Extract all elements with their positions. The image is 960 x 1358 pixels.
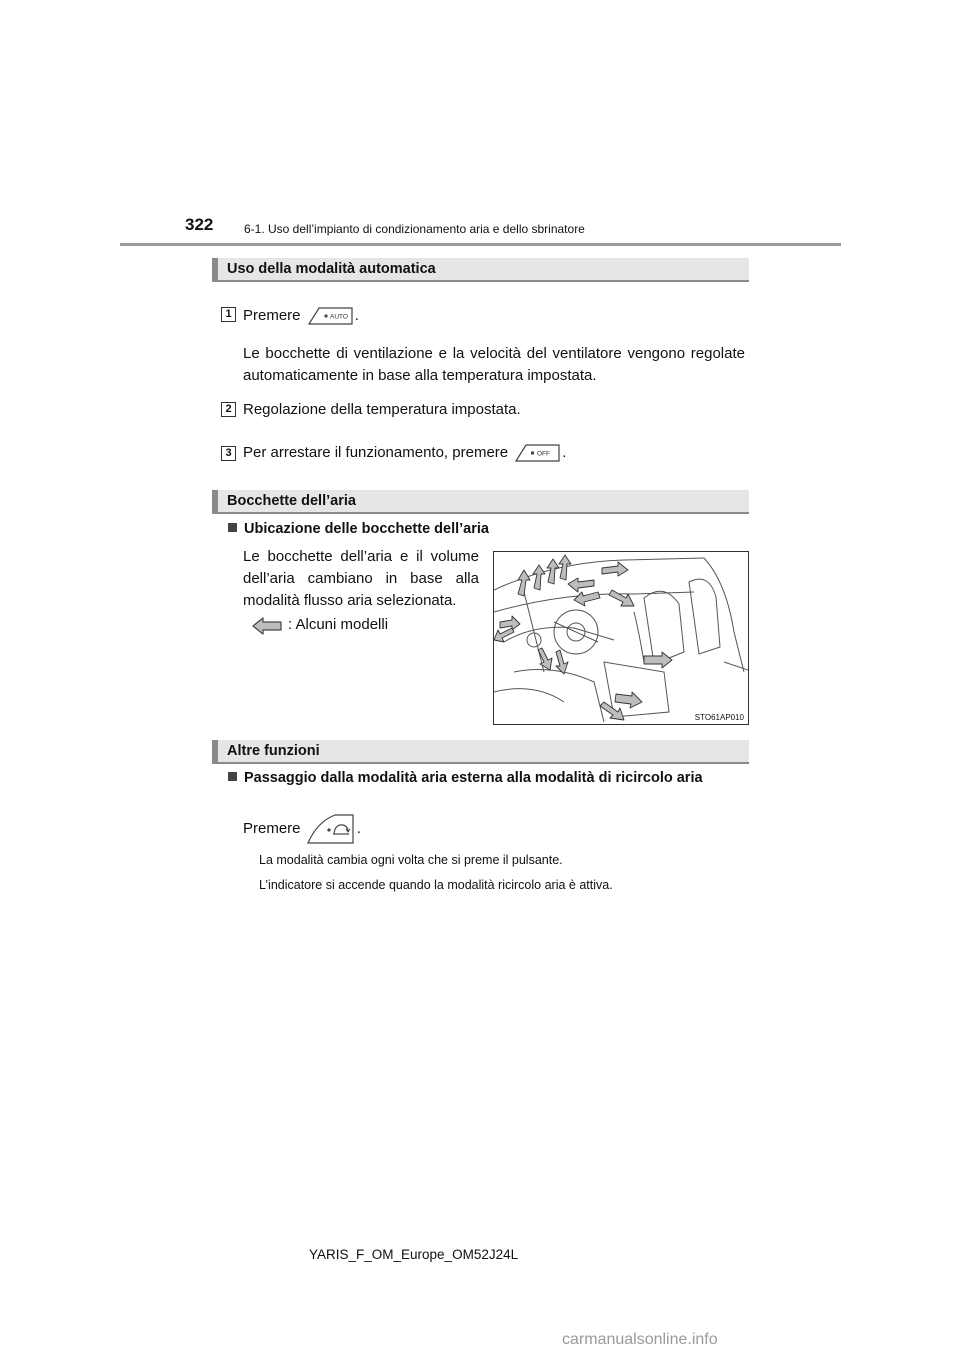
legend-some-models: : Alcuni modelli: [288, 616, 389, 633]
section-heading-automatic-mode: [212, 258, 749, 282]
step-1-text: Premere: [243, 307, 301, 324]
step-badge-3: 3: [221, 446, 236, 461]
step-badge-1: 1: [221, 307, 236, 322]
recirculation-period: .: [356, 819, 361, 837]
recirculation-instruction: [243, 812, 361, 846]
car-interior-vents-illustration: [493, 551, 749, 725]
chapter-title: 6-1. Uso dell’impianto di condizionamento aria e dello sbrinatore: [244, 222, 585, 236]
square-bullet-icon: [228, 523, 237, 532]
subheading-text: Passaggio dalla modalità aria esterna alla modalità di ricircolo aria: [244, 770, 703, 786]
header-rule: [120, 243, 841, 246]
square-bullet-icon: [228, 772, 237, 781]
off-button-label: OFF: [537, 450, 551, 458]
document-code: YARIS_F_OM_Europe_OM52J24L: [309, 1247, 519, 1262]
car-interior-drawing: [494, 552, 748, 724]
auto-button-icon: [305, 305, 355, 327]
recirculation-note-1: La modalità cambia ogni volta che si preme il pulsante.: [259, 853, 563, 867]
step-3-text: Per arrestare il funzionamento, premere: [243, 444, 509, 461]
step-1-instruction: [243, 305, 359, 327]
step-badge-2: 2: [221, 402, 236, 417]
section-heading-air-vents: [212, 490, 749, 514]
recirculation-text: Premere: [243, 819, 301, 837]
vents-description: Le bocchette dell’aria e il volume dell’aria cambiano in base alla modalità flusso aria selezionata.: [243, 548, 479, 609]
page-number: 322: [185, 215, 214, 234]
step-1-detail: Le bocchette di ventilazione e la velocità del ventilatore vengono regolate automaticamente in base alla temperatura impostata.: [243, 345, 745, 384]
figure-code: STO61AP010: [694, 713, 744, 722]
section-heading-text: Bocchette dell’aria: [227, 493, 356, 509]
step-2-text: Regolazione della temperatura impostata.: [243, 401, 521, 418]
section-heading-text: Uso della modalità automatica: [227, 261, 436, 277]
off-button-icon: [512, 442, 562, 464]
subheading-vent-location: [228, 521, 489, 537]
some-models-arrow-icon: [251, 616, 283, 636]
step-3-period: .: [562, 444, 567, 461]
watermark: carmanualsonline.info: [562, 1331, 718, 1348]
recirculation-note-2: L’indicatore si accende quando la modalità ricircolo aria è attiva.: [259, 878, 613, 892]
section-heading-text: Altre funzioni: [227, 743, 320, 759]
recirculation-button-icon: [305, 812, 357, 846]
section-heading-other-functions: [212, 740, 749, 764]
subheading-recirculation: [228, 770, 703, 786]
auto-button-label: AUTO: [329, 313, 348, 321]
subheading-text: Ubicazione delle bocchette dell’aria: [244, 521, 489, 537]
step-3-instruction: [243, 442, 566, 464]
step-1-period: .: [354, 307, 359, 324]
